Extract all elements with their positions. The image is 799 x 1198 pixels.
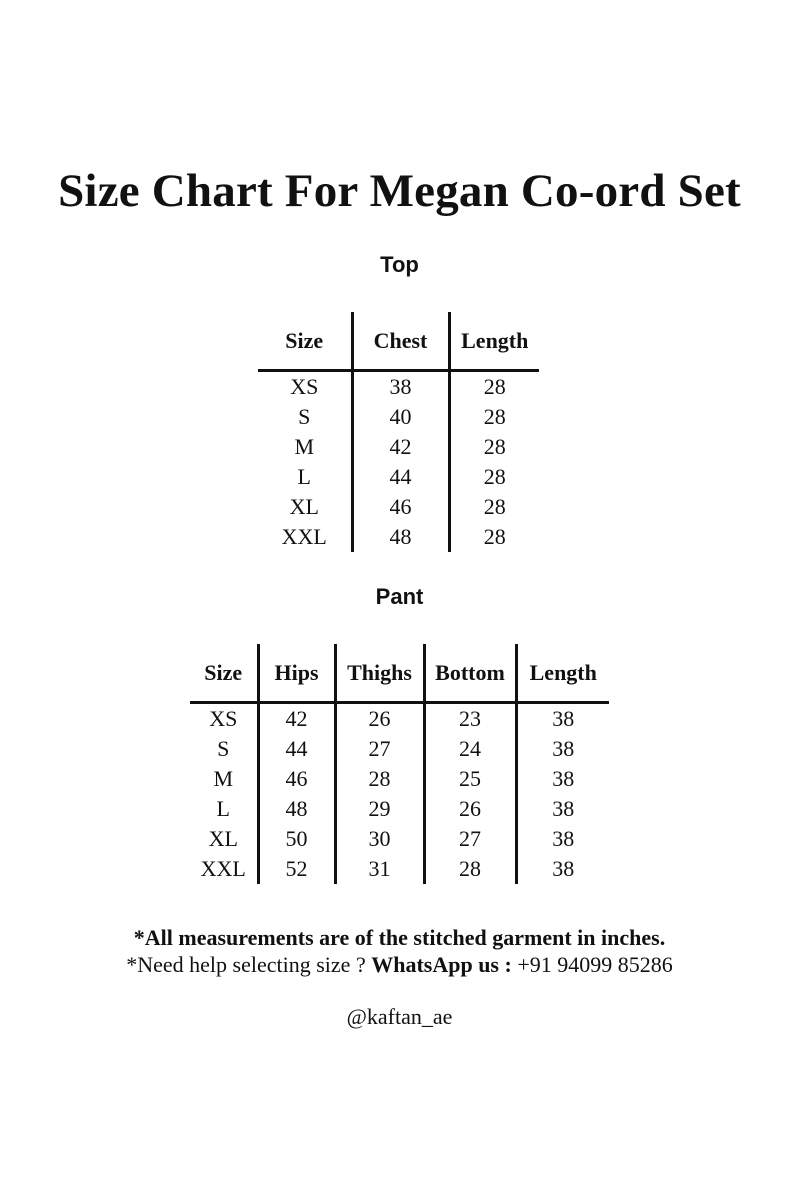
- table-cell: 24: [424, 734, 516, 764]
- table-cell: XL: [289, 494, 319, 519]
- table-cell: 48: [352, 522, 449, 552]
- table-cell: L: [297, 464, 311, 489]
- help-note: [0, 952, 799, 978]
- table-cell: 46: [352, 492, 449, 522]
- table-cell: S: [217, 736, 230, 761]
- table-cell: 44: [352, 462, 449, 492]
- table-cell: XL: [208, 826, 238, 851]
- table-cell: 40: [352, 402, 449, 432]
- pant-size-table: [190, 644, 609, 884]
- table-cell: 31: [335, 854, 424, 884]
- top-section-label: Top: [380, 252, 419, 277]
- table-cell: XXL: [281, 524, 327, 549]
- column-header-bottom: Bottom: [424, 644, 516, 703]
- whatsapp-phone[interactable]: +91 94099 85286: [511, 952, 673, 977]
- table-cell: 28: [449, 522, 539, 552]
- table-cell: 42: [258, 703, 335, 735]
- table-cell: 29: [335, 794, 424, 824]
- table-cell: S: [298, 404, 311, 429]
- table-cell: 52: [258, 854, 335, 884]
- column-header-thighs: Thighs: [335, 644, 424, 703]
- table-header-row: [258, 312, 539, 371]
- table-cell: 38: [516, 824, 609, 854]
- column-header-length: Length: [516, 644, 609, 703]
- table-cell: 44: [258, 734, 335, 764]
- table-cell: L: [216, 796, 230, 821]
- table-cell: 27: [335, 734, 424, 764]
- table-cell: 25: [424, 764, 516, 794]
- table-cell: 46: [258, 764, 335, 794]
- table-cell: XS: [209, 706, 238, 731]
- table-cell: 30: [335, 824, 424, 854]
- table-cell: 23: [424, 703, 516, 735]
- help-prefix: *Need help selecting size ?: [126, 952, 372, 977]
- column-header-length: Length: [449, 312, 539, 371]
- table-row: [190, 734, 609, 764]
- table-cell: 38: [516, 703, 609, 735]
- column-header-size: Size: [190, 644, 258, 703]
- table-cell: 42: [352, 432, 449, 462]
- measurement-note-text: *All measurements are of the stitched garment in inches.: [133, 925, 666, 950]
- table-row: [258, 402, 539, 432]
- column-header-chest: Chest: [352, 312, 449, 371]
- table-cell: 48: [258, 794, 335, 824]
- table-row: [258, 371, 539, 403]
- pant-section-label: Pant: [375, 584, 424, 609]
- table-header-row: [190, 644, 609, 703]
- measurement-note: [0, 925, 799, 951]
- table-cell: 27: [424, 824, 516, 854]
- table-cell: 38: [516, 854, 609, 884]
- table-cell: 28: [449, 432, 539, 462]
- table-cell: 38: [516, 794, 609, 824]
- table-cell: 26: [335, 703, 424, 735]
- table-cell: 38: [516, 764, 609, 794]
- table-row: [190, 703, 609, 735]
- table-row: [190, 824, 609, 854]
- page-title: Size Chart For Megan Co-ord Set: [58, 165, 741, 217]
- table-cell: M: [213, 766, 234, 791]
- table-cell: 28: [449, 371, 539, 403]
- table-cell: XXL: [200, 856, 246, 881]
- table-cell: 28: [424, 854, 516, 884]
- table-row: [190, 794, 609, 824]
- table-cell: 38: [352, 371, 449, 403]
- table-row: [258, 432, 539, 462]
- table-cell: 28: [335, 764, 424, 794]
- table-row: [258, 462, 539, 492]
- table-row: [258, 522, 539, 552]
- table-cell: 28: [449, 402, 539, 432]
- table-cell: XS: [290, 374, 319, 399]
- table-cell: 38: [516, 734, 609, 764]
- table-row: [190, 854, 609, 884]
- whatsapp-label: WhatsApp us :: [371, 952, 512, 977]
- table-cell: 50: [258, 824, 335, 854]
- table-cell: 28: [449, 492, 539, 522]
- top-size-table: [258, 312, 539, 552]
- table-row: [258, 492, 539, 522]
- table-row: [190, 764, 609, 794]
- table-cell: 26: [424, 794, 516, 824]
- table-cell: 28: [449, 462, 539, 492]
- table-cell: M: [294, 434, 315, 459]
- column-header-size: Size: [258, 312, 352, 371]
- column-header-hips: Hips: [258, 644, 335, 703]
- instagram-handle: @kaftan_ae: [346, 1004, 453, 1029]
